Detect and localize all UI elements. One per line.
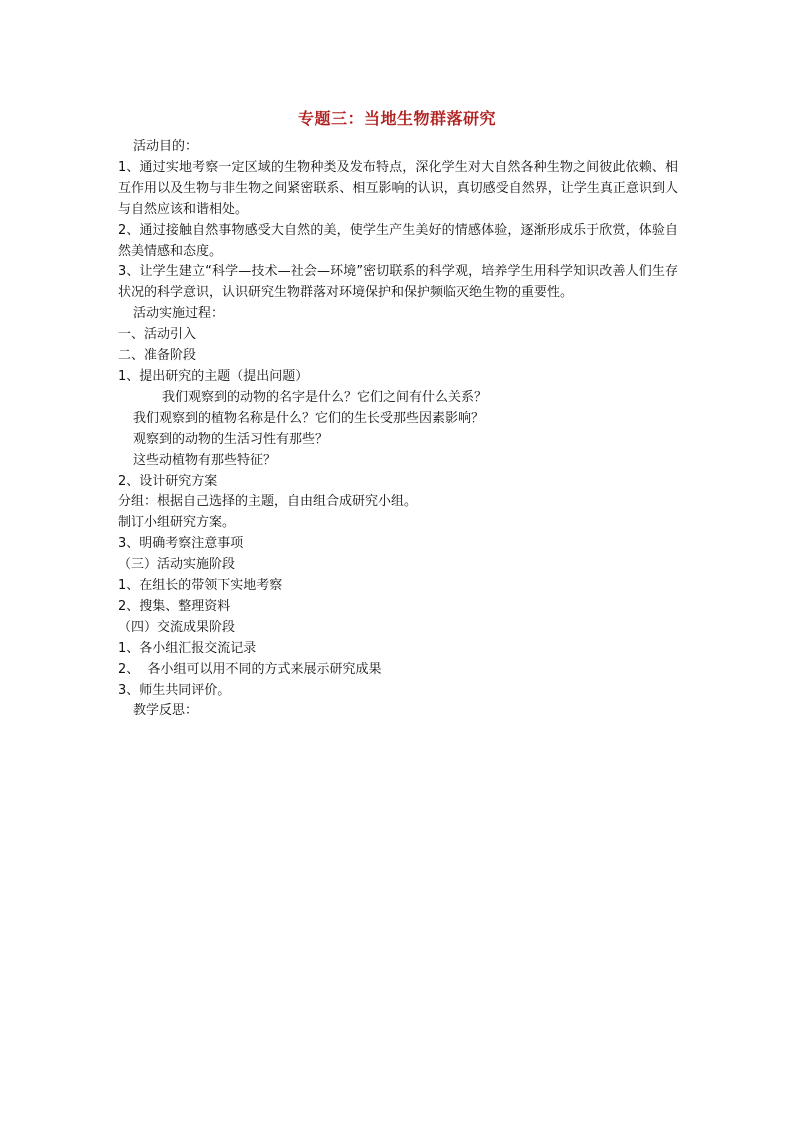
list-item: 一、活动引入 [118,327,197,343]
paragraph: 3、让学生建立“科学—技术—社会—环境”密切联系的科学观，培养学生用科学知识改善人们生存状况的科学意识，认识研究生物群落对环境保护和保护频临灭绝生物的重要性。 [118,264,678,301]
section-heading: 活动实施过程： [133,306,225,322]
list-item: 1、提出研究的主题（提出问题） [118,368,309,384]
question-line: 观察到的动物的生活习性有那些？ [133,431,329,447]
paragraph: 2、通过接触自然事物感受大自然的美，使学生产生美好的情感体验，逐渐形成乐于欣赏，体验自然美情感和态度。 [118,222,678,259]
list-item: 3、明确考察注意事项 [118,536,244,552]
list-item: 2、 各小组可以用不同的方式来展示研究成果 [118,661,382,677]
list-item: 1、在组长的带领下实地考察 [118,578,283,594]
question-line: 我们观察到的动物的名字是什么？它们之间有什么关系？ [162,389,488,405]
list-item: 分组：根据自己选择的主题，自由组合成研究小组。 [118,494,418,510]
document-body [118,137,678,722]
list-item: 制订小组研究方案。 [118,515,236,531]
list-item: 2、设计研究方案 [118,473,218,489]
paragraph: 1、通过实地考察一定区域的生物种类及发布特点，深化学生对大自然各种生物之间彼此依赖、相互作用以及生物与非生物之间紧密联系、相互影响的认识，真切感受自然界，让学生真正意识到人与自然应该和谐相处。 [118,159,678,217]
list-item: 二、准备阶段 [118,348,197,364]
question-line: 这些动植物有那些特征？ [133,452,277,468]
list-item: 1、各小组汇报交流记录 [118,640,257,656]
list-item: 3、师生共同评价。 [118,682,231,698]
document-title: 专题三：当地生物群落研究 [297,109,496,128]
section-heading: （三）活动实施阶段 [118,557,236,573]
section-heading: （四）交流成果阶段 [118,619,236,635]
section-heading: 教学反思： [133,703,199,719]
question-line: 我们观察到的植物名称是什么？它们的生长受那些因素影响？ [133,410,485,426]
section-heading: 活动目的： [133,139,199,154]
list-item: 2、搜集、整理资料 [118,598,231,614]
